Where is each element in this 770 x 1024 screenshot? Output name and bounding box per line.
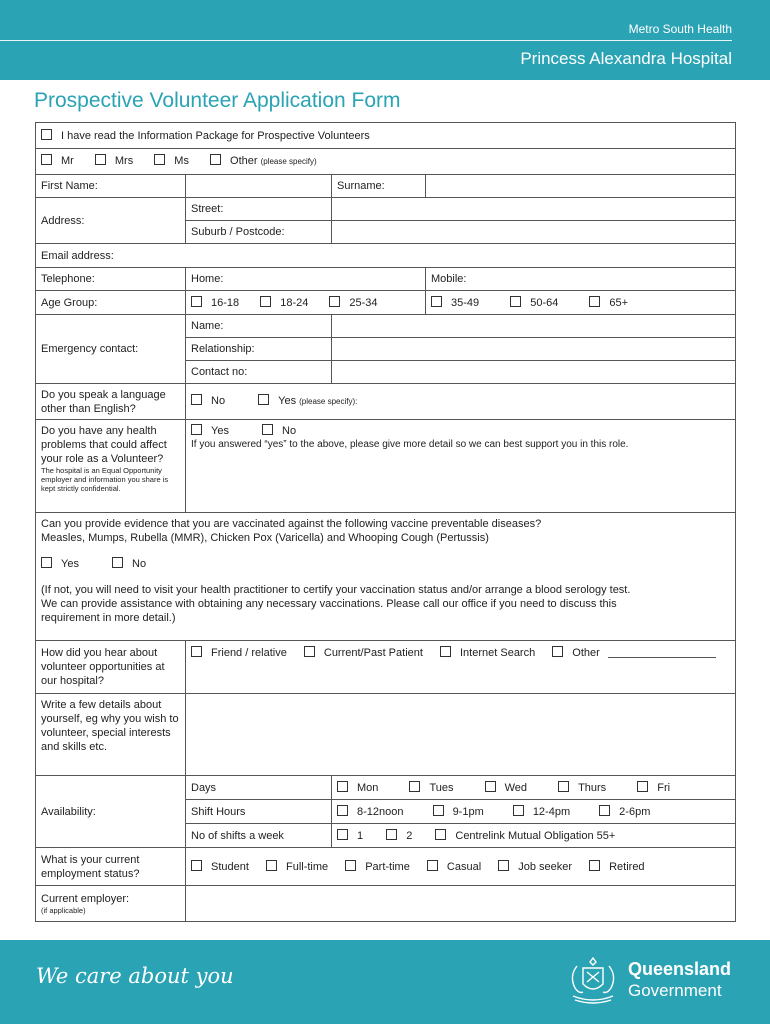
queensland-crest-icon [565, 952, 621, 1006]
shift-8-12noon-checkbox[interactable] [337, 805, 348, 816]
shift-label: 12-4pm [532, 805, 571, 818]
home-phone-label: Home: [191, 273, 224, 285]
vaccination-note-line3: requirement in more detail.) [41, 612, 176, 624]
age-25-34-checkbox[interactable] [329, 296, 340, 307]
hear-option-label: Friend / relative [211, 647, 287, 659]
language-yes-checkbox[interactable] [258, 394, 269, 405]
day-label: Fri [657, 781, 671, 794]
tues-checkbox[interactable] [409, 781, 420, 792]
wed-checkbox[interactable] [485, 781, 496, 792]
mrs-label: Mrs [114, 155, 134, 167]
emergency-contact-no-label: Contact no: [186, 361, 332, 384]
name-row [36, 175, 736, 198]
details-row [36, 694, 736, 776]
email-row [36, 244, 736, 268]
home-phone-field[interactable] [186, 268, 426, 291]
ms-checkbox[interactable] [154, 154, 165, 165]
address-label: Address: [36, 198, 186, 244]
age-group-row [36, 291, 736, 315]
language-no-label: No [211, 395, 226, 407]
casual-checkbox[interactable] [427, 860, 438, 871]
day-label: Thurs [578, 781, 607, 794]
hear-option-label: Current/Past Patient [323, 647, 423, 659]
employer-label: Current employer: [41, 893, 130, 905]
age-16-18-checkbox[interactable] [191, 296, 202, 307]
header-rule [0, 40, 732, 41]
internet-search-checkbox[interactable] [440, 646, 451, 657]
full-time-checkbox[interactable] [266, 860, 277, 871]
other-source-line[interactable] [608, 657, 716, 658]
age-option-label: 18-24 [280, 296, 309, 309]
suburb-field[interactable] [332, 221, 736, 244]
vaccination-yes-checkbox[interactable] [41, 557, 52, 568]
employment-option-label: Job seeker [518, 860, 573, 873]
language-yes-note: (please specify): [299, 397, 358, 406]
street-row [36, 198, 736, 221]
employer-row [36, 886, 736, 922]
shift-label: 2-6pm [619, 805, 651, 818]
title-row [36, 149, 736, 175]
job-seeker-checkbox[interactable] [498, 860, 509, 871]
shift-hours-label: Shift Hours [186, 800, 332, 824]
emergency-name-label: Name: [186, 315, 332, 338]
health-row [36, 420, 736, 513]
health-question: Do you have any health problems that could affect your role as a Volunteer? [41, 425, 167, 465]
other-source-checkbox[interactable] [552, 646, 563, 657]
age-50-64-checkbox[interactable] [510, 296, 521, 307]
other-title-label: Other [230, 155, 258, 167]
first-name-field[interactable] [186, 175, 332, 198]
shift-count-label: 1 [357, 829, 364, 842]
health-yes-checkbox[interactable] [191, 424, 202, 435]
employment-option-label: Student [211, 860, 249, 873]
day-label: Wed [504, 781, 527, 794]
email-label[interactable]: Email address: [36, 244, 736, 268]
application-form [35, 122, 736, 922]
language-no-checkbox[interactable] [191, 394, 202, 405]
days-label: Days [186, 776, 332, 800]
employment-question: What is your current employment status? [36, 848, 186, 886]
age-option-label: 25-34 [349, 296, 378, 309]
shift-2-6pm-checkbox[interactable] [599, 805, 610, 816]
age-65-plus-checkbox[interactable] [589, 296, 600, 307]
telephone-label: Telephone: [36, 268, 186, 291]
mr-checkbox[interactable] [41, 154, 52, 165]
mr-label: Mr [61, 155, 74, 167]
footer-gov-line2: Government [628, 981, 722, 1000]
first-name-label: First Name: [36, 175, 186, 198]
language-yes-label: Yes [278, 395, 297, 407]
vaccination-no-checkbox[interactable] [112, 557, 123, 568]
friend-relative-checkbox[interactable] [191, 646, 202, 657]
employment-option-label: Full-time [285, 860, 329, 873]
employment-option-label: Retired [609, 860, 645, 873]
info-package-row [36, 123, 736, 149]
health-no-label: No [282, 425, 297, 437]
hear-about-row [36, 641, 736, 694]
shift-12-4pm-checkbox[interactable] [513, 805, 524, 816]
thurs-checkbox[interactable] [558, 781, 569, 792]
health-detail-prompt: If you answered “yes” to the above, please give more detail so we can best support you in this role. [191, 439, 629, 450]
employment-option-label: Part-time [365, 860, 410, 873]
availability-label: Availability: [36, 776, 186, 848]
info-package-label: I have read the Information Package for Prospective Volunteers [61, 129, 370, 142]
shift-count-label: Centrelink Mutual Obligation 55+ [455, 829, 616, 842]
retired-checkbox[interactable] [589, 860, 600, 871]
vaccination-question-line1: Can you provide evidence that you are vaccinated against the following vaccine preventable diseases? [41, 518, 542, 530]
emergency-contact-no-field[interactable] [332, 361, 736, 384]
shifts-1-checkbox[interactable] [337, 829, 348, 840]
age-option-label: 16-18 [211, 296, 240, 309]
age-18-24-checkbox[interactable] [260, 296, 271, 307]
other-title-checkbox[interactable] [210, 154, 221, 165]
centrelink-checkbox[interactable] [435, 829, 446, 840]
mrs-checkbox[interactable] [95, 154, 106, 165]
emergency-relationship-label: Relationship: [186, 338, 332, 361]
other-title-note: (please specify) [260, 157, 317, 166]
shift-count-label: 2 [406, 829, 413, 842]
current-past-patient-checkbox[interactable] [304, 646, 315, 657]
hear-option-label: Internet Search [460, 647, 536, 659]
vaccination-question-line2: Measles, Mumps, Rubella (MMR), Chicken Pox (Varicella) and Whooping Cough (Pertussis) [41, 532, 489, 544]
details-question: Write a few details about yourself, eg why you wish to volunteer, special interests and skills etc. [36, 694, 186, 776]
shift-label: 9-1pm [452, 805, 484, 818]
emergency-name-row [36, 315, 736, 338]
footer-tagline: We care about you [36, 964, 234, 988]
fri-checkbox[interactable] [637, 781, 648, 792]
telephone-row [36, 268, 736, 291]
part-time-checkbox[interactable] [345, 860, 356, 871]
header-bar [0, 0, 770, 80]
shifts-per-week-label: No of shifts a week [186, 824, 332, 848]
vaccination-row [36, 513, 736, 641]
age-option-label: 50-64 [530, 296, 559, 309]
surname-label: Surname: [332, 175, 426, 198]
employment-option-label: Casual [446, 860, 482, 873]
health-no-checkbox[interactable] [262, 424, 273, 435]
age-option-label: 35-49 [451, 296, 480, 309]
language-question: Do you speak a language other than English? [36, 384, 186, 420]
vaccination-note-line1: (If not, you will need to visit your health practitioner to certify your vaccination status and/or arrange a blood serology test. [41, 584, 631, 596]
street-field[interactable] [332, 198, 736, 221]
shifts-2-checkbox[interactable] [386, 829, 397, 840]
hospital-name: Princess Alexandra Hospital [520, 49, 732, 68]
language-row [36, 384, 736, 420]
shift-9-1pm-checkbox[interactable] [433, 805, 444, 816]
emergency-name-field[interactable] [332, 315, 736, 338]
info-package-checkbox[interactable] [41, 129, 52, 140]
street-label: Street: [186, 198, 332, 221]
mobile-label: Mobile: [431, 273, 467, 285]
age-option-label: 65+ [609, 296, 629, 309]
employer-note: (if applicable) [41, 906, 86, 915]
student-checkbox[interactable] [191, 860, 202, 871]
org-name: Metro South Health [628, 22, 732, 36]
day-label: Tues [429, 781, 454, 794]
emergency-contact-label: Emergency contact: [36, 315, 186, 384]
vaccination-yes-label: Yes [61, 558, 79, 570]
ms-label: Ms [174, 155, 189, 167]
vaccination-note-line2: We can provide assistance with obtaining any necessary vaccinations. Please call our office if you need to discuss this [41, 598, 617, 610]
page-title: Prospective Volunteer Application Form [34, 89, 401, 112]
details-field[interactable] [186, 694, 736, 776]
shift-label: 8-12noon [357, 805, 404, 818]
hear-about-question: How did you hear about volunteer opportunities at our hospital? [36, 641, 186, 694]
employer-field[interactable] [186, 886, 736, 922]
footer-gov-line1: Queensland [628, 959, 732, 979]
hear-option-label: Other [572, 647, 600, 659]
mon-checkbox[interactable] [337, 781, 348, 792]
age-35-49-checkbox[interactable] [431, 296, 442, 307]
day-label: Mon [357, 781, 379, 794]
mobile-field[interactable] [426, 268, 736, 291]
age-group-label: Age Group: [36, 291, 186, 315]
vaccination-no-label: No [132, 558, 147, 570]
health-confidential-note: The hospital is an Equal Opportunity employer and information you share is kept strictly confidential. [41, 466, 169, 493]
suburb-label: Suburb / Postcode: [186, 221, 332, 244]
emergency-relationship-field[interactable] [332, 338, 736, 361]
health-yes-label: Yes [211, 425, 229, 437]
employment-row [36, 848, 736, 886]
days-row [36, 776, 736, 800]
surname-field[interactable] [426, 175, 736, 198]
